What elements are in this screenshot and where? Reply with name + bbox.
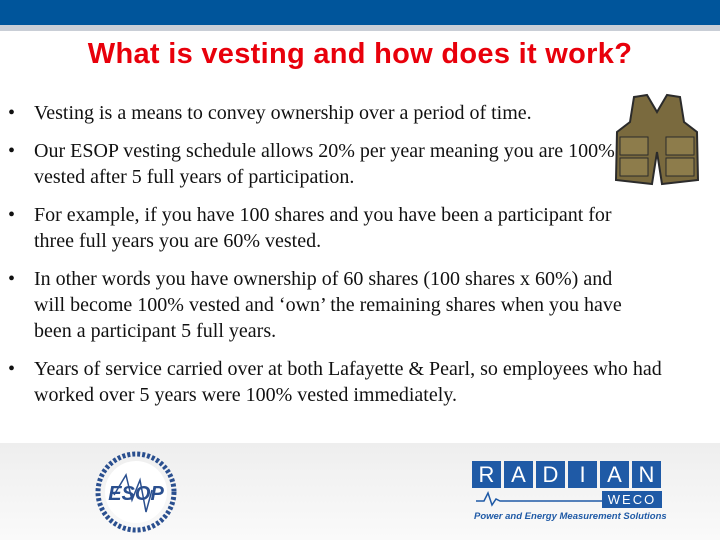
esop-logo: [94, 450, 178, 534]
radian-weco-logo: R A D I A N WECO Power and Energy Measurement Solutions: [474, 462, 667, 522]
bullet-item: • Years of service carried over at both Lafayette & Pearl, so employees who had worked over 5 years were 100% vested immediately.: [8, 358, 662, 406]
bullet-list: [0, 100, 660, 420]
svg-text:ESOP: ESOP: [108, 483, 164, 505]
vest-image: [612, 92, 702, 187]
waveform-icon: [476, 491, 602, 507]
header-bar: [0, 0, 720, 25]
bullet-item: • For example, if you have 100 shares and you have been a participant for three full years you are 60% vested.: [8, 204, 612, 252]
bullet-item: • Vesting is a means to convey ownership over a period of time.: [8, 102, 532, 124]
bullet-item: • In other words you have ownership of 60 shares (100 shares x 60%) and will become 100% vested and ‘own’ the remaining shares when you have been a participant 5 full years.: [8, 268, 622, 342]
slide-title: What is vesting and how does it work?: [87, 38, 633, 70]
bullet-item: • Our ESOP vesting schedule allows 20% per year meaning you are 100% vested after 5 full years of participation.: [8, 140, 615, 188]
header-stripe: [0, 25, 720, 31]
